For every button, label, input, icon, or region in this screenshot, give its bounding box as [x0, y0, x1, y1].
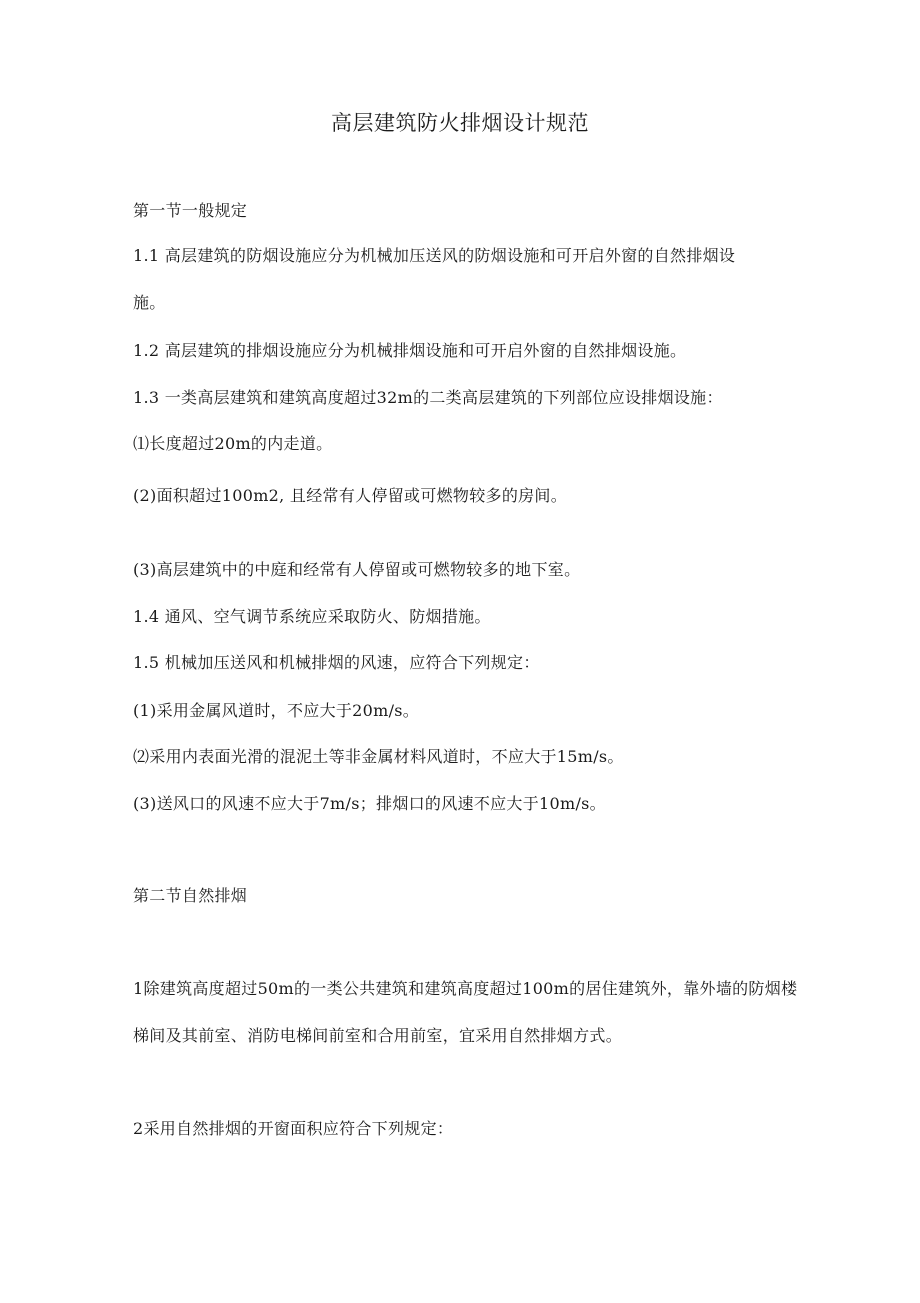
paragraph-line: 1.1 高层建筑的防烟设施应分为机械加压送风的防烟设施和可开启外窗的自然排烟设 [133, 246, 736, 265]
list-item: ⑵采用内表面光滑的混泥土等非金属材料风道时，不应大于15m/s。 [133, 747, 624, 766]
paragraph-line: 施。 [133, 293, 166, 312]
paragraph-line: 1除建筑高度超过50m的一类公共建筑和建筑高度超过100m的居住建筑外，靠外墙的防烟楼 [133, 979, 798, 998]
list-item: ⑴长度超过20m的内走道。 [133, 434, 333, 453]
list-item: (3)送风口的风速不应大于7m/s；排烟口的风速不应大于10m/s。 [133, 794, 606, 813]
document-title: 高层建筑防火排烟设计规范 [331, 111, 589, 135]
paragraph-line: 1.2 高层建筑的排烟设施应分为机械排烟设施和可开启外窗的自然排烟设施。 [133, 341, 687, 360]
section-heading-natural-smoke-exhaust: 第二节自然排烟 [133, 886, 248, 905]
paragraph-line: 1.4 通风、空气调节系统应采取防火、防烟措施。 [133, 607, 491, 626]
list-item: (1)采用金属风道时，不应大于20m/s。 [133, 701, 420, 720]
list-item: (3)高层建筑中的中庭和经常有人停留或可燃物较多的地下室。 [133, 560, 581, 579]
paragraph-line: 1.5 机械加压送风和机械排烟的风速，应符合下列规定： [133, 653, 540, 672]
paragraph-line: 梯间及其前室、消防电梯间前室和合用前室，宜采用自然排烟方式。 [133, 1026, 623, 1045]
section-heading-general: 第一节一般规定 [133, 201, 248, 220]
paragraph-line: 1.3 一类高层建筑和建筑高度超过32m的二类高层建筑的下列部位应设排烟设施： [133, 388, 723, 407]
paragraph-line: 2采用自然排烟的开窗面积应符合下列规定： [133, 1119, 454, 1138]
list-item: (2)面积超过100m2, 且经常有人停留或可燃物较多的房间。 [133, 486, 568, 505]
